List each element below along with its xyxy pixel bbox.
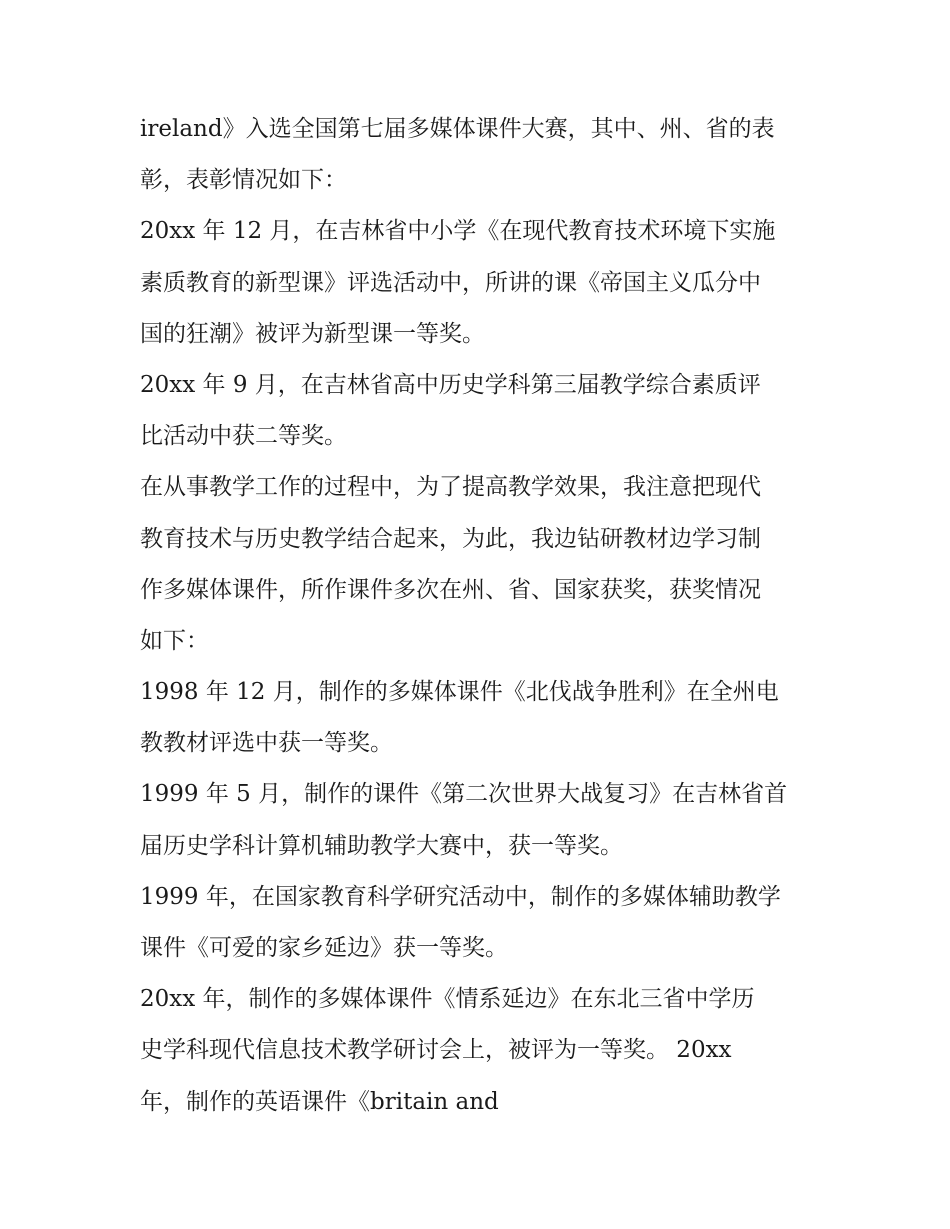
text-line: 教育技术与历史教学结合起来，为此，我边钻研教材边学习制 xyxy=(140,525,761,552)
text-line: 20xx 年，制作的多媒体课件《情系延边》在东北三省中学历 xyxy=(140,986,755,1013)
text-line: 年，制作的英语课件《britain and xyxy=(140,1088,499,1115)
text-line: 20xx 年 12 月，在吉林省中小学《在现代教育技术环境下实施 xyxy=(140,218,776,245)
text-line: 教教材评选中获一等奖。 xyxy=(140,730,393,757)
text-line: 1999 年 5 月，制作的课件《第二次世界大战复习》在吉林省首 xyxy=(140,781,788,808)
text-line: 在从事教学工作的过程中，为了提高教学效果，我注意把现代 xyxy=(140,474,761,501)
text-line: 彰，表彰情况如下： xyxy=(140,167,347,194)
text-line: 课件《可爱的家乡延边》获一等奖。 xyxy=(140,935,508,961)
text-line: ireland》入选全国第七届多媒体课件大赛，其中、州、省的表 xyxy=(140,116,775,142)
text-line: 如下： xyxy=(140,627,209,654)
document-body xyxy=(140,104,820,1128)
text-line: 届历史学科计算机辅助教学大赛中，获一等奖。 xyxy=(140,832,623,859)
text-line: 国的狂潮》被评为新型课一等奖。 xyxy=(140,320,485,347)
text-line: 史学科现代信息技术教学研讨会上，被评为一等奖。 20xx xyxy=(140,1037,732,1064)
text-line: 素质教育的新型课》评选活动中，所讲的课《帝国主义瓜分中 xyxy=(140,269,761,296)
text-line: 1999 年，在国家教育科学研究活动中，制作的多媒体辅助教学 xyxy=(140,883,781,910)
text-line: 比活动中获二等奖。 xyxy=(140,423,347,450)
text-line: 20xx 年 9 月，在吉林省高中历史学科第三届教学综合素质评 xyxy=(140,371,761,398)
text-line: 1998 年 12 月，制作的多媒体课件《北伐战争胜利》在全州电 xyxy=(140,679,779,706)
text-line: 作多媒体课件，所作课件多次在州、省、国家获奖，获奖情况 xyxy=(140,576,761,603)
